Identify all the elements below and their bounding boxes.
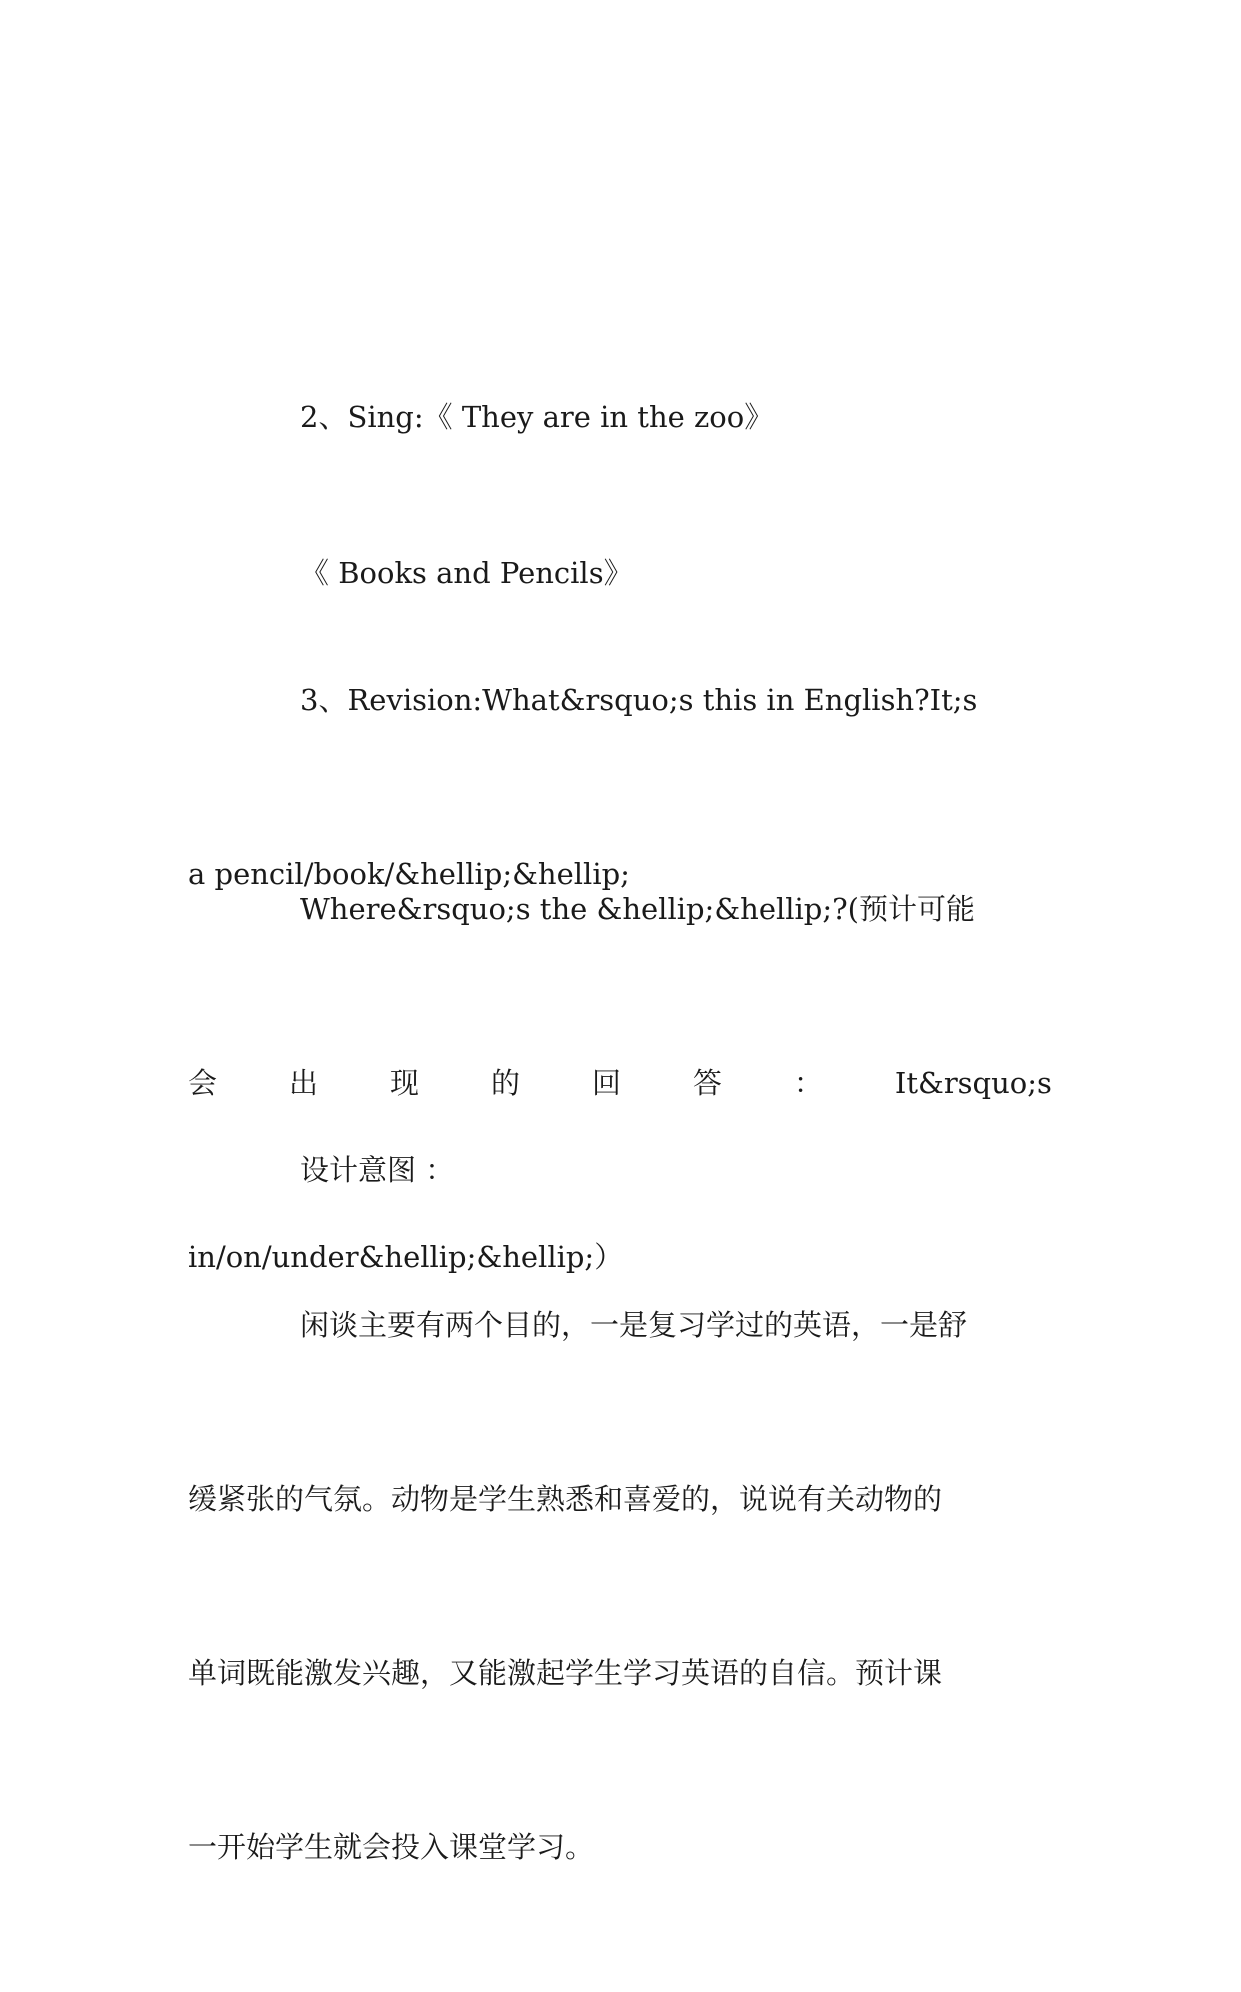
where-line-1: Where&rsquo;s the &hellip;&hellip;?(预计可能 (300, 892, 976, 926)
where-token: 回 (591, 1066, 621, 1100)
where-token: 现 (389, 1066, 419, 1100)
books-pencils-line: 《 Books and Pencils》 (300, 556, 633, 590)
revision-line-1: 3、Revision:What&rsquo;s this in English?It;s (300, 683, 978, 717)
where-token: 答 (692, 1066, 722, 1100)
where-token: It&rsquo;s (894, 1066, 1052, 1100)
where-line-3: in/on/under&hellip;&hellip;） (188, 1240, 624, 1274)
where-token: 会 (188, 1066, 218, 1100)
body-line-4: 一开始学生就会投入课堂学习。 (188, 1830, 595, 1864)
sing-line: 2、Sing:《 They are in the zoo》 (300, 400, 774, 434)
body-line-1: 闲谈主要有两个目的，一是复习学过的英语，一是舒 (300, 1308, 968, 1342)
design-intent-heading: 设计意图 ： (300, 1153, 455, 1187)
where-token: 的 (490, 1066, 520, 1100)
paragraph-design-intent-body (188, 1180, 1052, 1992)
where-token: 出 (288, 1066, 318, 1100)
body-line-3: 单词既能激发兴趣，又能激起学生学习英语的自信。预计课 (188, 1656, 943, 1690)
revision-line-2: a pencil/book/&hellip;&hellip; (188, 857, 630, 891)
body-line-2: 缓紧张的气氛。动物是学生熟悉和喜爱的，说说有关动物的 (188, 1482, 943, 1516)
where-token: ： (793, 1066, 823, 1100)
